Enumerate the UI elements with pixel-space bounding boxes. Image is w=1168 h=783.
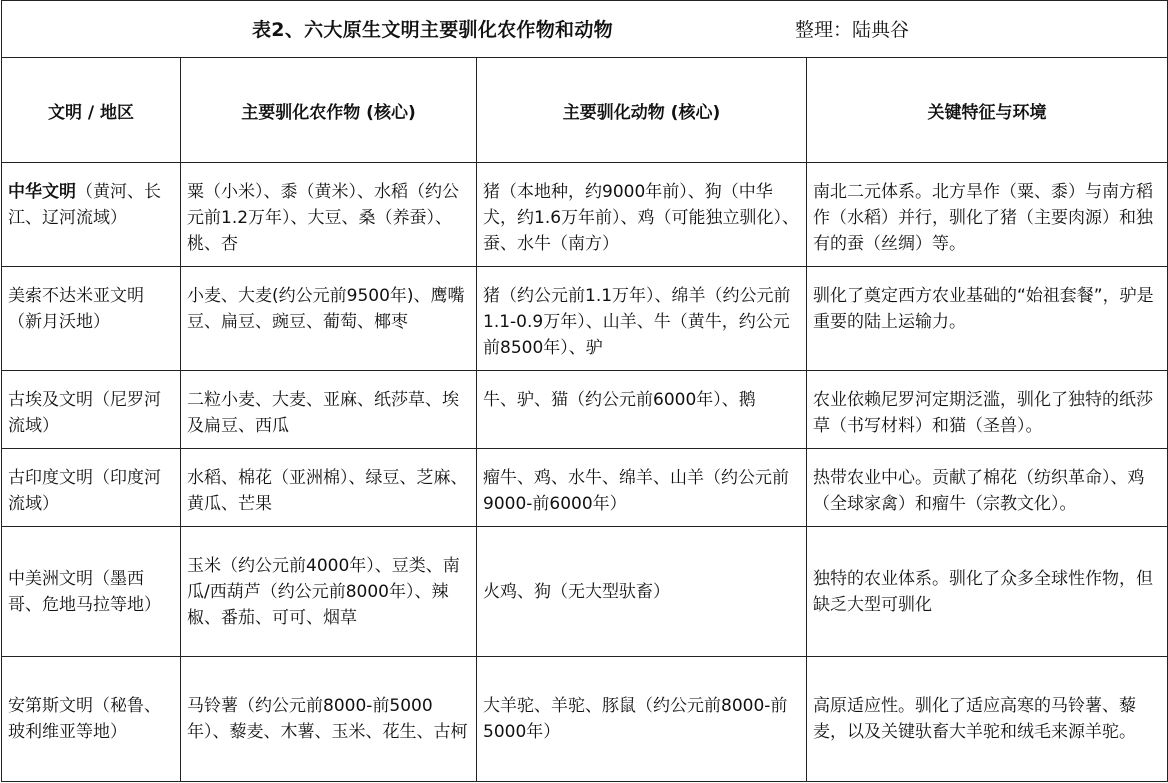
animals-cell: 大羊驼、羊驼、豚鼠（约公元前8000-前5000年） bbox=[477, 657, 807, 782]
table-row bbox=[2, 267, 1168, 371]
civilization-table bbox=[1, 0, 1168, 782]
title-row bbox=[2, 1, 1168, 58]
header-civ: 文明 / 地区 bbox=[2, 58, 181, 163]
features-cell: 高原适应性。驯化了适应高寒的马铃薯、藜麦，以及关键驮畜大羊驼和绒毛来源羊驼。 bbox=[807, 657, 1168, 782]
civ-cell: 中美洲文明（墨西哥、危地马拉等地） bbox=[2, 527, 181, 657]
animals-cell: 牛、驴、猫（约公元前6000年）、鹅 bbox=[477, 371, 807, 449]
features-cell: 独特的农业体系。驯化了众多全球性作物，但缺乏大型可驯化 bbox=[807, 527, 1168, 657]
features-cell: 农业依赖尼罗河定期泛滥，驯化了独特的纸莎草（书写材料）和猫（圣兽）。 bbox=[807, 371, 1168, 449]
features-cell: 南北二元体系。北方旱作（粟、黍）与南方稻作（水稻）并行，驯化了猪（主要肉源）和独有的蚕（丝绸）等。 bbox=[807, 163, 1168, 267]
civ-name: 中华文明 bbox=[8, 182, 76, 202]
compiler-credit: 整理：陆典谷 bbox=[795, 19, 910, 41]
civ-cell bbox=[2, 163, 181, 267]
crops-cell: 小麦、大麦(约公元前9500年)、鹰嘴豆、扁豆、豌豆、葡萄、椰枣 bbox=[181, 267, 477, 371]
crops-cell: 水稻、棉花（亚洲棉）、绿豆、芝麻、黄瓜、芒果 bbox=[181, 449, 477, 527]
header-crops: 主要驯化农作物 (核心) bbox=[181, 58, 477, 163]
table-row bbox=[2, 371, 1168, 449]
civ-cell: 美索不达米亚文明（新月沃地） bbox=[2, 267, 181, 371]
header-row bbox=[2, 58, 1168, 163]
crops-cell: 粟（小米）、黍（黄米）、水稻（约公元前1.2万年）、大豆、桑（养蚕）、桃、杏 bbox=[181, 163, 477, 267]
animals-cell: 猪（本地种，约9000年前）、狗（中华犬，约1.6万年前）、鸡（可能独立驯化）、蚕、水牛（南方） bbox=[477, 163, 807, 267]
animals-cell: 瘤牛、鸡、水牛、绵羊、山羊（约公元前9000-前6000年） bbox=[477, 449, 807, 527]
crops-cell: 马铃薯（约公元前8000-前5000年）、藜麦、木薯、玉米、花生、古柯 bbox=[181, 657, 477, 782]
animals-cell: 猪（约公元前1.1万年）、绵羊（约公元前1.1-0.9万年）、山羊、牛（黄牛，约公元前8500年）、驴 bbox=[477, 267, 807, 371]
table-row bbox=[2, 527, 1168, 657]
civ-cell: 安第斯文明（秘鲁、玻利维亚等地） bbox=[2, 657, 181, 782]
header-animals: 主要驯化动物 (核心) bbox=[477, 58, 807, 163]
civ-region: （黄河、长江、辽河流域） bbox=[8, 182, 161, 228]
civ-cell: 古印度文明（印度河流域） bbox=[2, 449, 181, 527]
civ-cell: 古埃及文明（尼罗河流域） bbox=[2, 371, 181, 449]
table-row bbox=[2, 657, 1168, 782]
crops-cell: 二粒小麦、大麦、亚麻、纸莎草、埃及扁豆、西瓜 bbox=[181, 371, 477, 449]
header-features: 关键特征与环境 bbox=[807, 58, 1168, 163]
crops-cell: 玉米（约公元前4000年）、豆类、南瓜/西葫芦（约公元前8000年）、辣椒、番茄、可可、烟草 bbox=[181, 527, 477, 657]
animals-cell: 火鸡、狗（无大型驮畜） bbox=[477, 527, 807, 657]
table-row bbox=[2, 163, 1168, 267]
features-cell: 驯化了奠定西方农业基础的“始祖套餐”，驴是重要的陆上运输力。 bbox=[807, 267, 1168, 371]
table-row bbox=[2, 449, 1168, 527]
table-title: 表2、六大原生文明主要驯化农作物和动物 bbox=[252, 19, 613, 41]
features-cell: 热带农业中心。贡献了棉花（纺织革命）、鸡（全球家禽）和瘤牛（宗教文化）。 bbox=[807, 449, 1168, 527]
